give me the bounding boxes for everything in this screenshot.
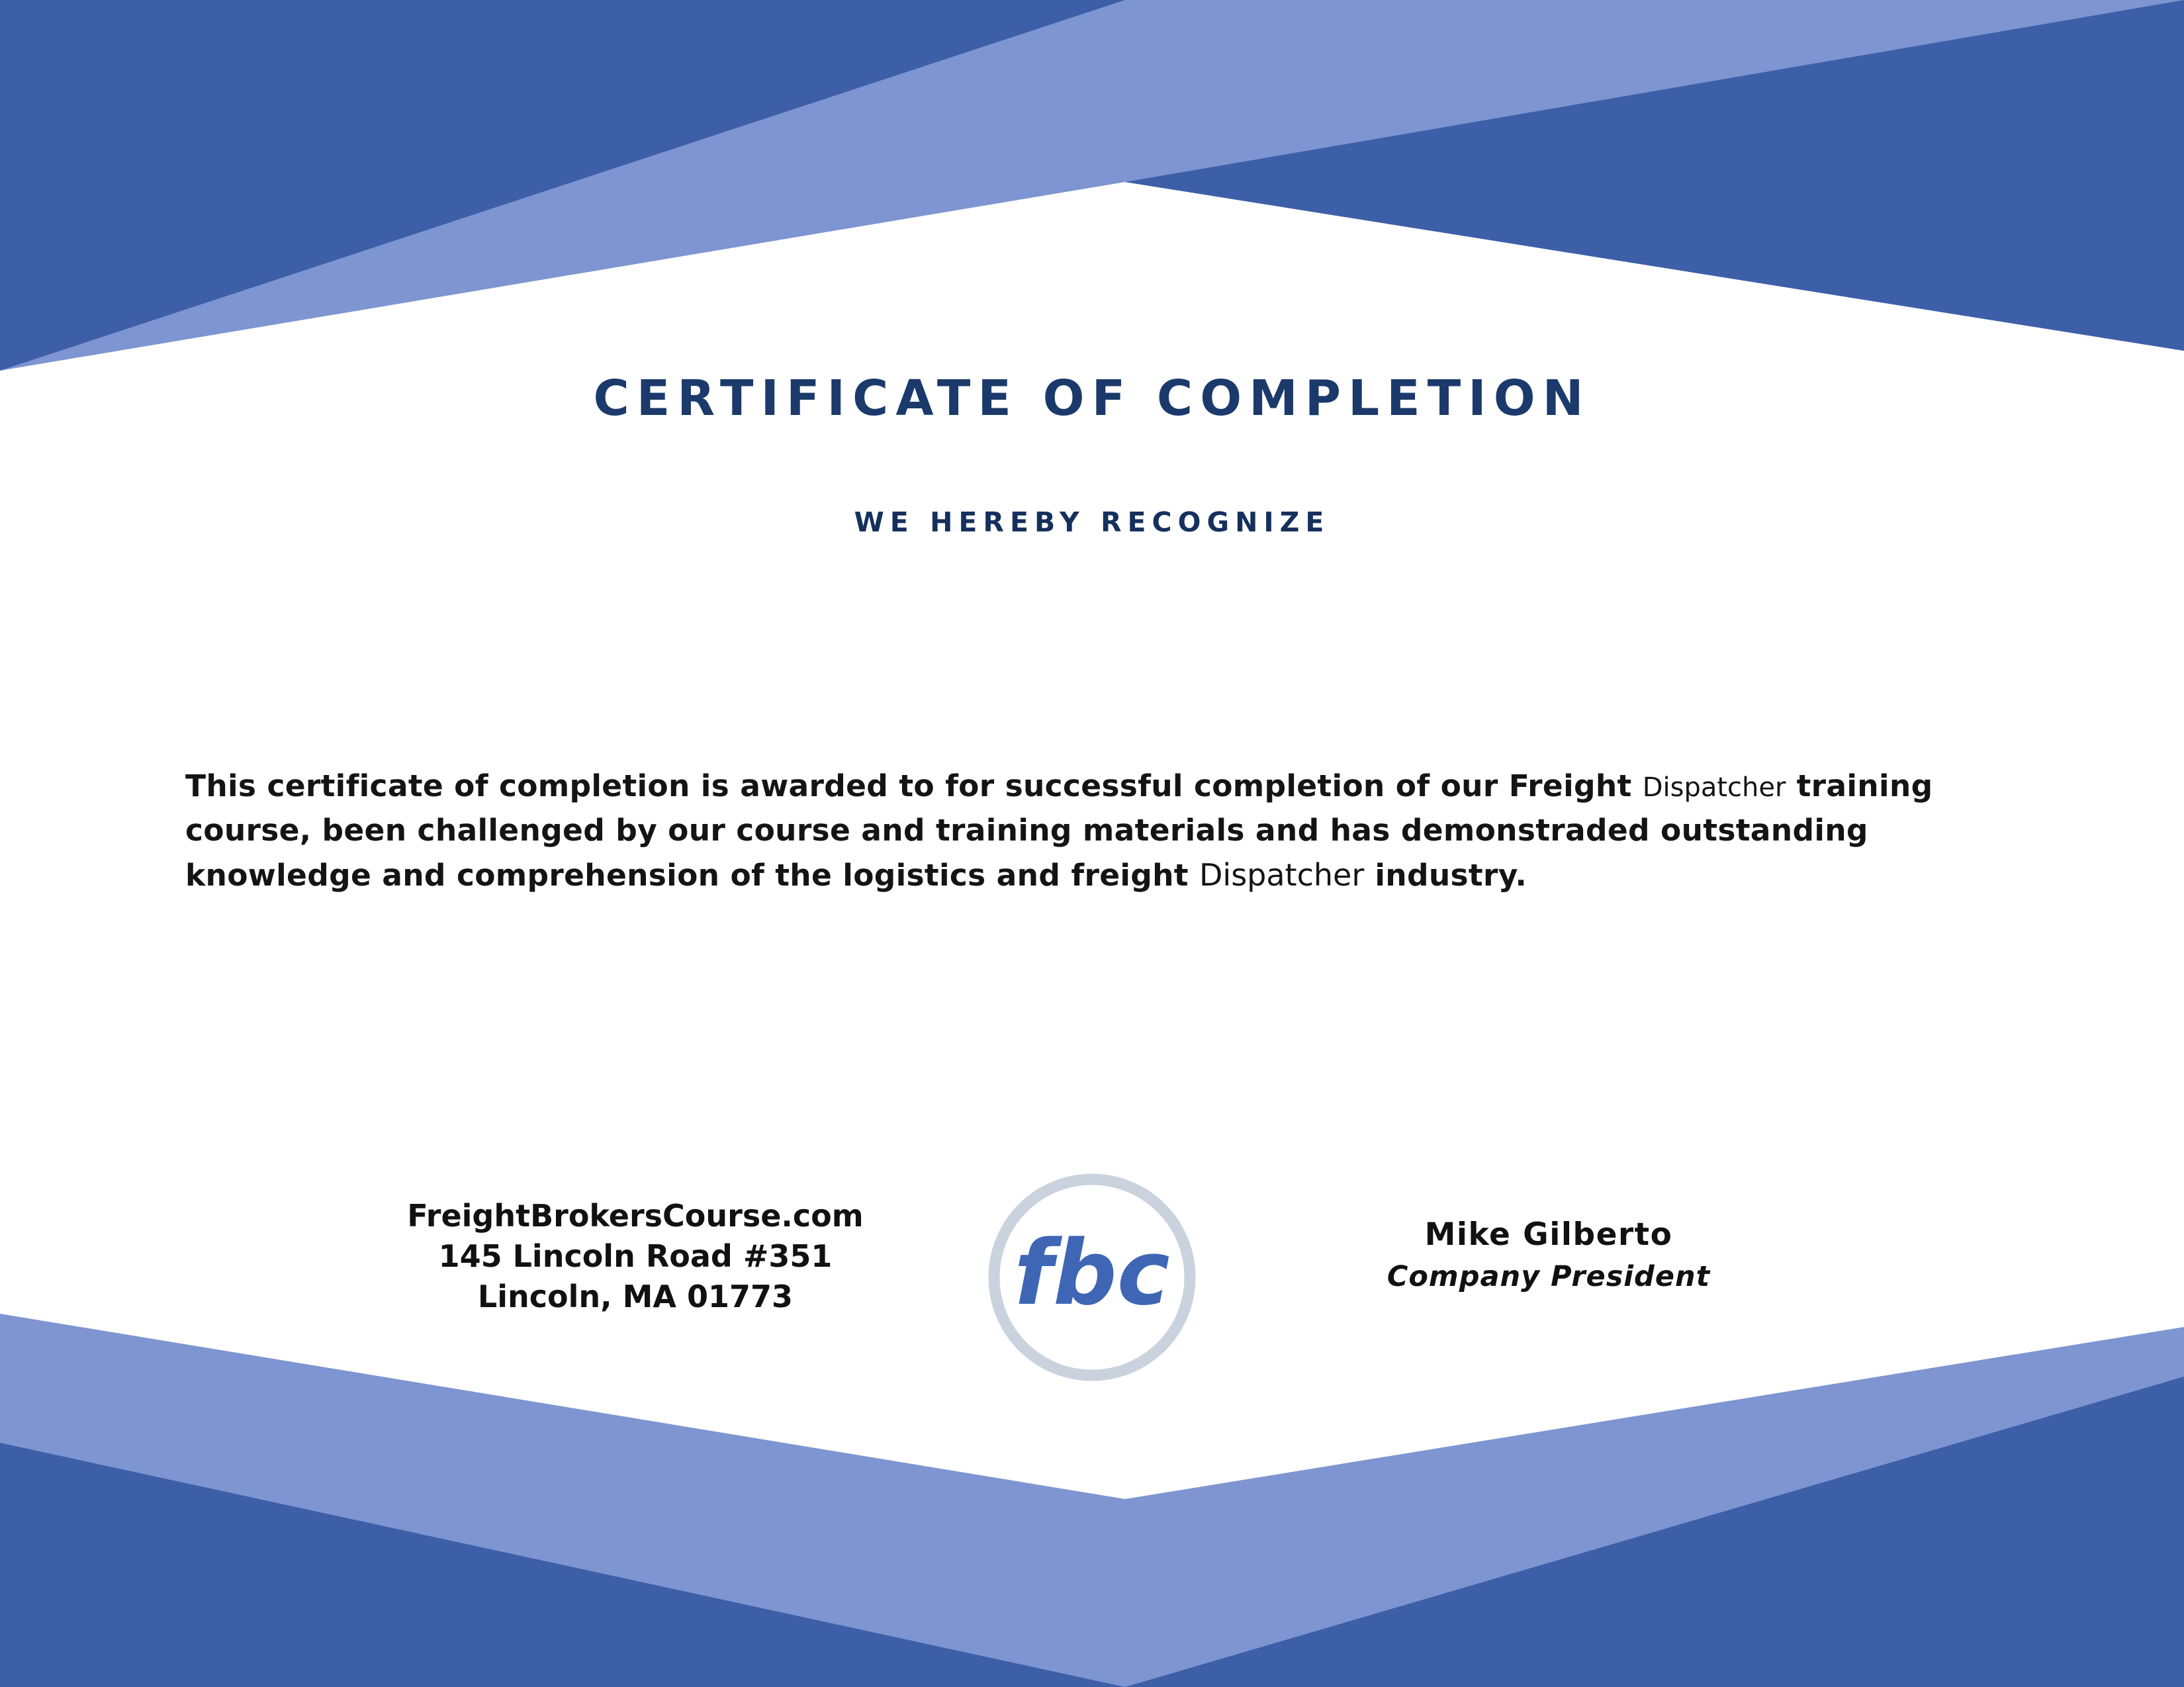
address-line-city: Lincoln, MA 01773: [477, 1279, 794, 1315]
signer-name: Mike Gilberto: [1424, 1216, 1673, 1253]
certificate-body: [185, 764, 1999, 898]
recipient-course-field-1: Dispatcher: [1642, 772, 1786, 803]
address-line-street: 145 Lincoln Road #351: [438, 1238, 833, 1275]
body-part-1: This certificate of completion is awarded to for successful completion of our Freight: [185, 768, 1643, 803]
svg-text:fbc: fbc: [1014, 1221, 1170, 1325]
body-part-2: training course, been challenged by our course and training materials and has demonstraded outstanding knowledge and comprehension of the logistics and freight: [185, 768, 1933, 893]
company-logo: [973, 1162, 1211, 1387]
certificate-footer: [0, 1162, 2184, 1387]
signer-role: Company President: [1387, 1259, 1711, 1293]
body-part-3: industry.: [1364, 857, 1527, 893]
page-title: CERTIFICATE OF COMPLETION: [593, 370, 1591, 427]
address-line-website: FreightBrokersCourse.com: [407, 1198, 864, 1234]
fbc-logo-icon: [979, 1168, 1205, 1387]
recipient-course-field-2: Dispatcher: [1199, 856, 1365, 893]
certificate-subtitle: WE HEREBY RECOGNIZE: [854, 506, 1330, 538]
signature-block: [1211, 1162, 1886, 1296]
company-address: [298, 1162, 973, 1318]
